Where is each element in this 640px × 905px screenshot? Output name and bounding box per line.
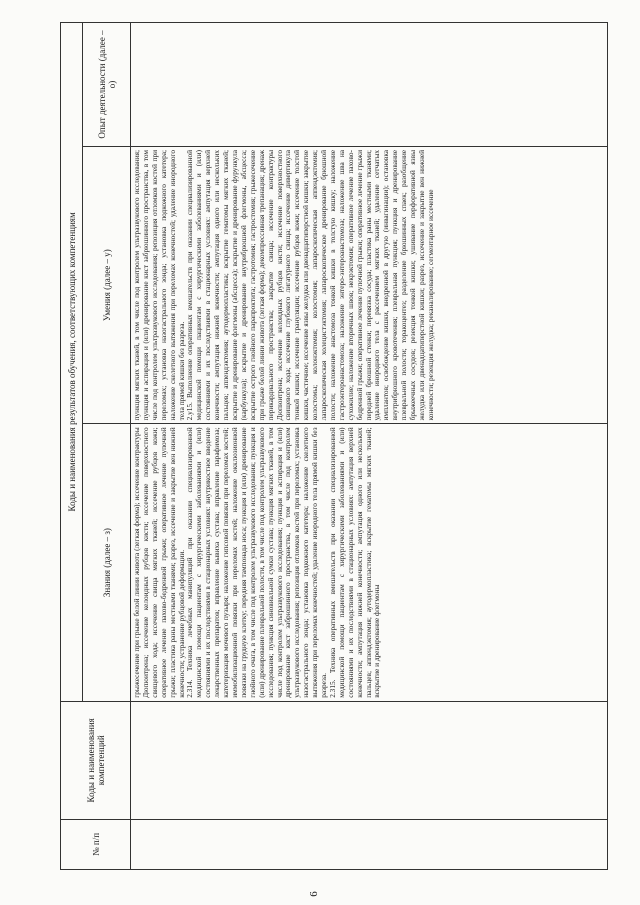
header-results-group: Коды и наименования результатов обучения, соответствующих компетенциям	[61, 23, 83, 702]
skills-paragraph: 2.у15. Выполнение оперативных вмешательств при оказании специализированной медицинской помощи пациентам с хирургическими заболеваниями и (или) состояниями и их последствиями в стационарных условиях: ампутация верхней конечности; ампутация нижней конечности; ампутация одного или нескольких пальцев; аппендэктомия; аутодермопластика; вскрытие гематомы мягких тканей; вскрытие и дренирование флегмоны (абсцесса); вскрытие и дренирование фурункула (карбункула); вскрытие и дренирование внутрибрюшной флегмоны, абсцесса; вскрытие острого гнойного парапроктита; гастротомия; гастростомия; грыжесечение при грыже белой линии живота (легкая форма); декомпрессивная трепанация; дренаж перикардиального пространства; закрытие свища; иссечение контрактуры Дюпюитрена; иссечение келоидных рубцов кисти; иссечение поверхностного свищевого хода; иссечение глубокого лигатурного свища; иссечение дивертикула тонкой кишки; иссечение грануляции; иссечение рубцов кожи; иссечение толстой кишки, частичное; иссечение язвы желудка или двенадцатиперстной кишки; закрытие колостомы; колонэктомия; колостомия; лапароскопическая аппендэктомия; лапароскопическая холецистэктомия; лапароскопическое дренирование брюшной полости; наложение анастомоза тонкой кишки в толстую кишку; наложение гастроэнтероанастомоза; наложение энтеро-энтероанастомоза; наложение шва на сухожилие; наложение вторичных швов; некрэктомия; оперативное лечение пахово-бедренной грыжи; оперативное лечение пупочной грыжи; оперативное лечение грыжи передней брюшной стенки; перевязка сосуда; пластика раны местными тканями; удаление инородного тела с рассечением мягких тканей; удаление сетчатых имплантов; освобождение кишки, внедренной в другую (инвагинации); остановка внутрибрюшного кровотечения; плевральная пункция; пункция и дренирование плевральной полости; торакоцентез; разделение брюшинных спаек; разобщение брыжеечных сосудов; резекция тонкой кишки; ушивание перфоративной язвы желудка или двенадцатиперстной кишки; разрез, иссечение и закрытие вен нижней конечности; резекция желудка; реканалирование; сегментарное иссечение	[185, 149, 435, 421]
cell-num	[131, 819, 608, 869]
knowledge-paragraph: 2.314. Техника лечебных манипуляций при оказании специализированной медицинской помощи пациентам с хирургическими заболеваниями и (или) состояниями и их последствиями в стационарных условиях: внутрикостное введение лекарственных препаратов; вправление вывиха сустава; вправление парафимоза; катетеризация мочевого пузыря; наложение гипсовой повязки при переломах костей; иммобилизационной повязки при переломах костей; наложение окклюзионной повязки на грудную клетку; передняя тампонада носа; пункция и (или) дренирование гнойного очага, в том числе под контролем ультразвукового исследования; пункция и (или) дренирование плевральной полости, в том числе под контролем ультразвукового исследования; пункция синовиальной сумки сустава; пункция мягких тканей, в том числе под контролем ультразвукового исследования; пункция и аспирация и (или) дренирование кист забрюшинного пространства, в том числе под контролем ультразвукового исследования; репозиция отломков костей при переломах; установка назогастрального зонда; установка подкожного катетера; наложение скелетного вытяжения при переломах конечностей; удаление инородного тела прямой кишки без разреза.	[185, 427, 329, 698]
rotated-table-wrapper	[60, 22, 608, 870]
page-number: 6	[308, 891, 320, 897]
header-num: № п/п	[61, 819, 131, 869]
cell-experience	[131, 23, 608, 147]
cell-code	[131, 701, 608, 819]
header-experience: Опыт деятельности (далее – о)	[83, 23, 131, 147]
cell-skills	[131, 146, 608, 423]
cell-knowledge	[131, 424, 608, 701]
header-skills: Умения (далее – у)	[83, 146, 131, 423]
knowledge-paragraph: 2.315. Техника оперативных вмешательств при оказании специализированной медицинской помощи пациентам с хирургическими заболеваниями и (или) состояниями и их последствиями в стационарных условиях: ампутация верхней конечности; ампутация нижней конечности; ампутация одного или нескольких пальцев; аппендэктомия; аутодермопластика; вскрытие гематомы мягких тканей; вскрытие и дренирование флегмоны	[327, 427, 382, 698]
header-knowledge: Знания (далее – з)	[83, 424, 131, 701]
skills-paragraph: пункция мягких тканей, в том числе под контролем ультразвукового исследования; пункция и аспирация и (или) дренирование кист забрюшинного пространства, в том числе под контролем ультразвукового исследования; репозиция отломков костей при переломах; установка назогастрального зонда; установка подкожного катетера; наложение скелетного вытяжения при переломах конечностей; удаление инородного тела прямой кишки без разреза.	[132, 149, 186, 421]
knowledge-paragraph: грыжесечение при грыже белой линии живота (легкая форма); иссечение контрактуры Дюпюитрена; иссечение келоидных рубцов кисти; иссечение поверхностного свищевого хода; иссечение свища мягких тканей; иссечение рубцов кожи; оперативное лечение пахово-бедренной грыжи; оперативное лечение пупочной грыжи; пластика раны местными тканями; разрез, иссечение и закрытие вен нижней конечности; устранение рубцовой деформации.	[132, 427, 186, 698]
competency-table	[60, 22, 608, 870]
header-code: Коды и наименования компетенций	[61, 701, 131, 819]
